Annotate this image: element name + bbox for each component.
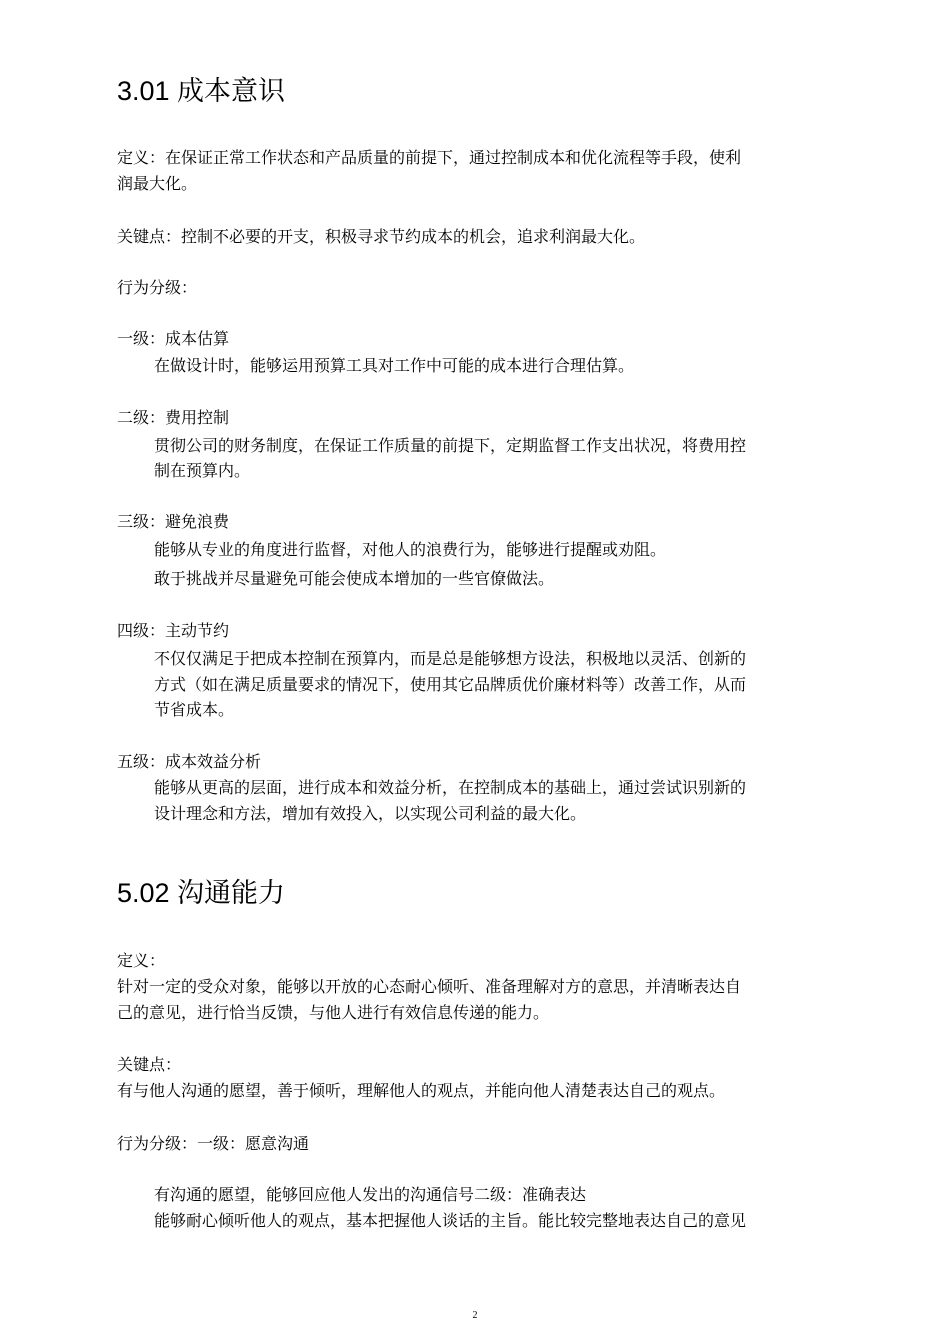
definition-line: 己的意见，进行恰当反馈，与他人进行有效信息传递的能力。 (117, 1003, 550, 1022)
key-points: 有与他人沟通的愿望，善于倾听，理解他人的观点，并能向他人清楚表达自己的观点。 (117, 1081, 726, 1100)
definition-label: 定义： (117, 951, 166, 970)
definition-line: 定义：在保证正常工作状态和产品质量的前提下，通过控制成本和优化流程等手段，使利 (117, 148, 742, 167)
level-description-line: 贯彻公司的财务制度，在保证工作质量的前提下，定期监督工作支出状况，将费用控 (154, 436, 747, 455)
level-description-line: 方式（如在满足质量要求的情况下，使用其它品牌质优价廉材料等）改善工作，从而 (154, 675, 747, 694)
level-description-line: 能够耐心倾听他人的观点，基本把握他人谈话的主旨。能比较完整地表达自己的意见 (154, 1211, 747, 1230)
key-points: 关键点：控制不必要的开支，积极寻求节约成本的机会，追求利润最大化。 (117, 227, 646, 246)
level-description-line: 在做设计时，能够运用预算工具对工作中可能的成本进行合理估算。 (154, 356, 635, 375)
level-title: 一级：成本估算 (117, 329, 230, 348)
levels-label: 行为分级： (117, 278, 198, 297)
level-description-line: 有沟通的愿望，能够回应他人发出的沟通信号二级：准确表达 (154, 1185, 587, 1204)
level-title: 三级：避免浪费 (117, 512, 230, 531)
level-description-line: 能够从更高的层面，进行成本和效益分析，在控制成本的基础上，通过尝试识别新的 (154, 778, 747, 797)
definition-line: 针对一定的受众对象，能够以开放的心态耐心倾听、准备理解对方的意思，并清晰表达自 (117, 977, 742, 996)
section-heading-communication: 5.02 沟通能力 (117, 878, 286, 908)
definition-line: 润最大化。 (117, 174, 198, 193)
key-points-label: 关键点： (117, 1055, 182, 1074)
level-description-line: 制在预算内。 (154, 461, 251, 480)
level-description-line: 能够从专业的角度进行监督，对他人的浪费行为，能够进行提醒或劝阻。 (154, 540, 667, 559)
level-title: 二级：费用控制 (117, 408, 230, 427)
level-title: 五级：成本效益分析 (117, 752, 262, 771)
level-description-line: 节省成本。 (154, 700, 235, 719)
level-description-line: 敢于挑战并尽量避免可能会使成本增加的一些官僚做法。 (154, 569, 555, 588)
page-number: 2 (472, 1310, 478, 1321)
level-description-line: 不仅仅满足于把成本控制在预算内，而是总是能够想方设法，积极地以灵活、创新的 (154, 649, 747, 668)
level-title: 四级：主动节约 (117, 621, 230, 640)
section-heading-cost-awareness: 3.01 成本意识 (117, 76, 286, 106)
level-description-line: 设计理念和方法，增加有效投入，以实现公司利益的最大化。 (154, 804, 587, 823)
levels-label: 行为分级：一级：愿意沟通 (117, 1134, 310, 1153)
